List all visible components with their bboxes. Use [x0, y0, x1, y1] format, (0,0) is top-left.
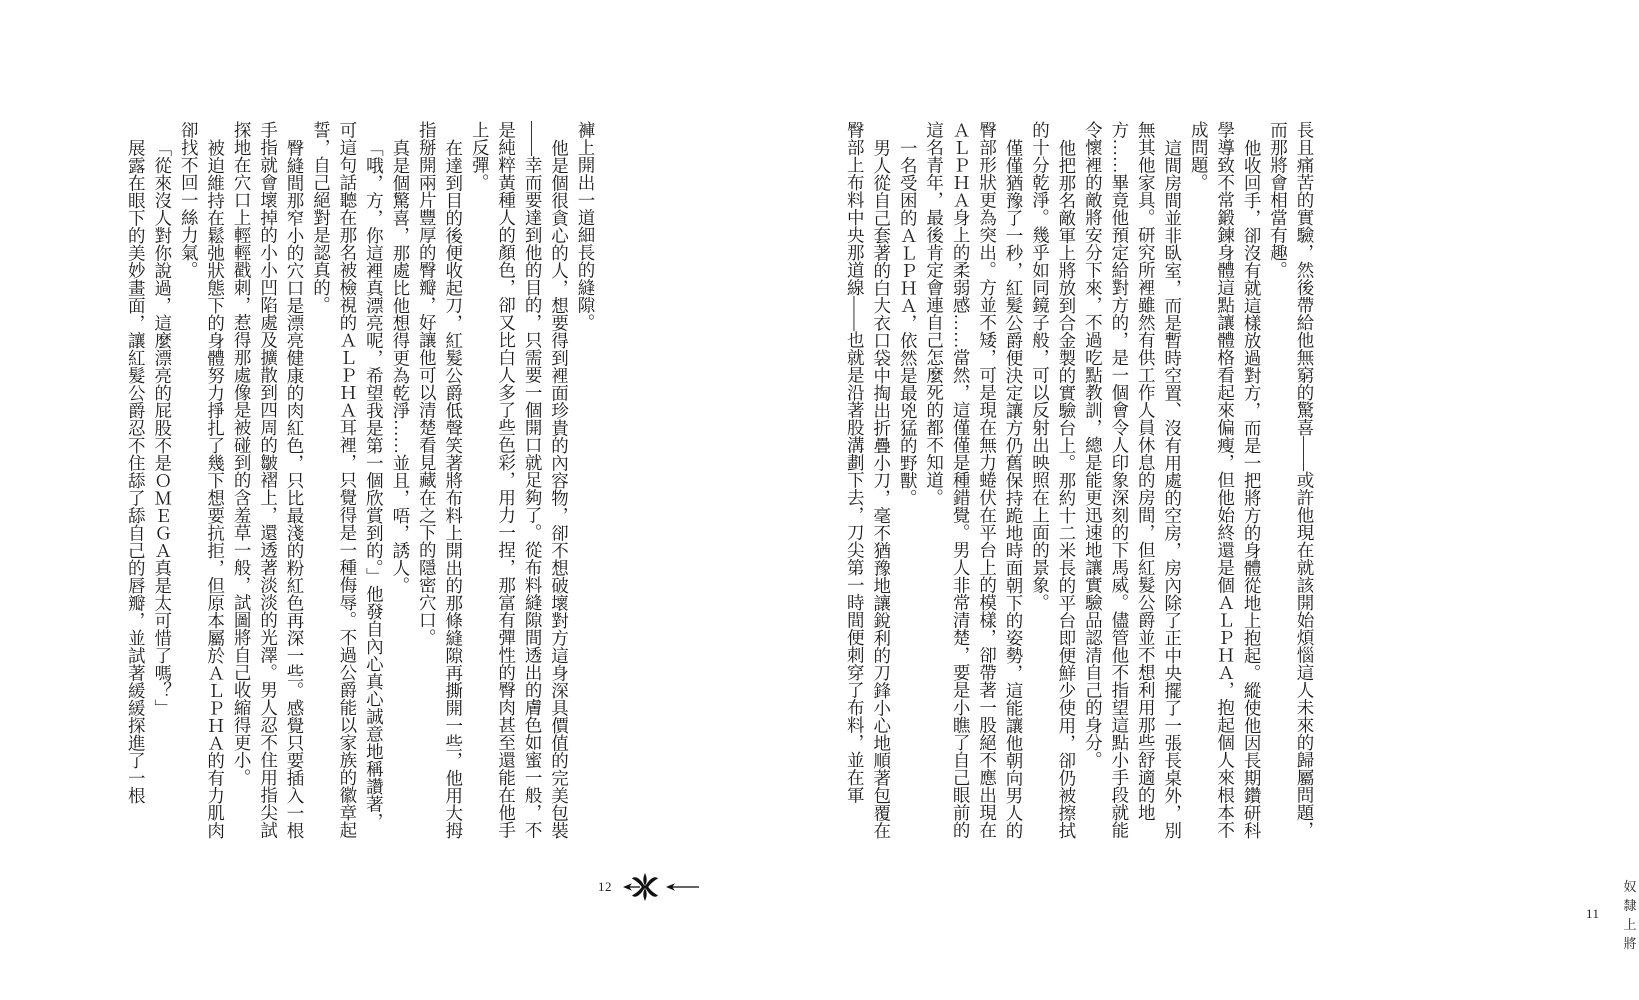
paragraph: 真是個驚喜，那處比他想得更為乾淨……並且，唔，誘人。 [390, 138, 411, 594]
paragraph: 這間房間並非臥室，而是暫時空置、沒有用處的空房，房內除了正中央擺了一張長桌外，別無其他家具。研究所裡雖然有供工作人員休息的房間，但紅髮公爵並不想利用那些舒適的地方……畢竟他預定給對方的，是一個會令人印象深刻的下馬威。儘管他不指望這點小手段就能令懷裡的敵將安分下來，不過吃點教訓，總是能更迅速地讓實驗品認清自己的身分。 [1083, 121, 1183, 839]
paragraph: 「哦，方，你這裡真漂亮呢，希望我是第一個欣賞到的。」他發自內心真心誠意地稱讚著，可這句話聽在那名被檢視的ＡＬＰＨＡ耳裡，只覺得是一種侮辱。不過公爵能以家族的徽章起誓，自己絕對是認真的。 [311, 121, 385, 839]
right-page-text [840, 121, 1318, 839]
paragraph: 「從來沒人對你說過，這麼漂亮的屁股不是ＯＭＥＧＡ真是太可惜了嗎？」 [152, 138, 173, 716]
paragraph: 他把那名敵軍上將放到合金製的實驗台上。那約十二米長的平台即便鮮少使用，卻仍被擦拭的十分乾淨。幾乎如同鏡子般，可以反射出映照在上面的景象。 [1030, 121, 1077, 839]
right-page-footer [1586, 876, 1639, 952]
paragraph: 在達到目的後便收起刀，紅髮公爵低聲笑著將布料上開出的那條縫隙再撕開一些，他用大拇指掰開兩片豐厚的臀瓣，好讓他可以清楚看見藏在之下的隱密穴口。 [417, 121, 464, 839]
paragraph: 長且痛苦的實驗，然後帶給他無窮的驚喜——或許他現在就該開始煩惱這人未來的歸屬問題，而那將會相當有趣。 [1268, 121, 1315, 839]
right-page [733, 0, 1639, 1000]
paragraph: 男人從自己套著的白大衣口袋中掏出折疊小刀，毫不猶豫地讓銳利的刀鋒小心地順著包覆在臀部上布料中央那道線——也就是沿著股溝劃下去，刀尖第一時間便刺穿了布料，並在軍 [845, 121, 892, 839]
fleuron-ornament-icon [620, 872, 700, 902]
paragraph: 一名受困的ＡＬＰＨＡ，依然是最兇猛的野獸。 [898, 138, 919, 506]
paragraph: 臀縫間那窄小的穴口是漂亮健康的肉紅色，只比最淺的粉紅色再深一些。感覺只要插入一根手指就會壞掉的小小凹陷處及擴散到四周的皺褶上，還透著淡淡的光澤。男人忍不住用指尖試探地在穴口上輕輕戳刺，惹得那處像是被碰到的含羞草一般，試圖將自己收縮得更小。 [232, 121, 306, 839]
running-title: 奴隸上將 [1623, 879, 1639, 951]
paragraph: 被迫維持在鬆弛狀態下的身體努力掙扎了幾下想要抗拒，但原本屬於ＡＬＰＨＡ的有力肌肉卻找不回一絲力氣。 [179, 121, 226, 839]
paragraph: 他是個很貪心的人，想要得到裡面珍貴的內容物，卻不想破壞對方這身深具價值的完美包裝——幸而要達到他的目的，只需要一個開口就足夠了。從布料縫隙間透出的膚色如蜜一般，不是純粹黃種人的顏色，卻又比白人多了些色彩，用力一捏，那富有彈性的臀肉甚至還能在他手上反彈。 [470, 121, 570, 839]
page-number: 12 [598, 879, 612, 894]
left-page [0, 0, 733, 1000]
paragraph: 展露在眼下的美妙畫面，讓紅髮公爵忍不住舔了舔自己的唇瓣，並試著緩緩探進了一根 [126, 138, 147, 804]
page-number: 11 [1586, 906, 1600, 921]
paragraph: 僅僅猶豫了一秒，紅髮公爵便決定讓方仍舊保持跪地時面朝下的姿勢，這能讓他朝向男人的臀部形狀更為突出。方並不矮，可是現在無力蜷伏在平台上的模樣，卻帶著一股絕不應出現在ＡＬＰＨＡ身上的柔弱感……當然，這僅僅是種錯覺。男人非常清楚，要是小瞧了自己眼前的這名青年，最後肯定會連自己怎麼死的都不知道。 [924, 121, 1025, 839]
left-page-footer [598, 872, 700, 902]
left-page-text [126, 121, 599, 839]
paragraph: 他收回手，卻沒有就這樣放過對方，而是一把將方的身體從地上抱起。縱使他因長期鑽研科學導致不常鍛鍊身體這點讓體格看起來偏瘦，但他始終還是個ＡＬＰＨＡ，抱起個人來根本不成問題。 [1189, 121, 1263, 839]
paragraph: 褲上開出一道細長的縫隙。 [576, 121, 596, 331]
